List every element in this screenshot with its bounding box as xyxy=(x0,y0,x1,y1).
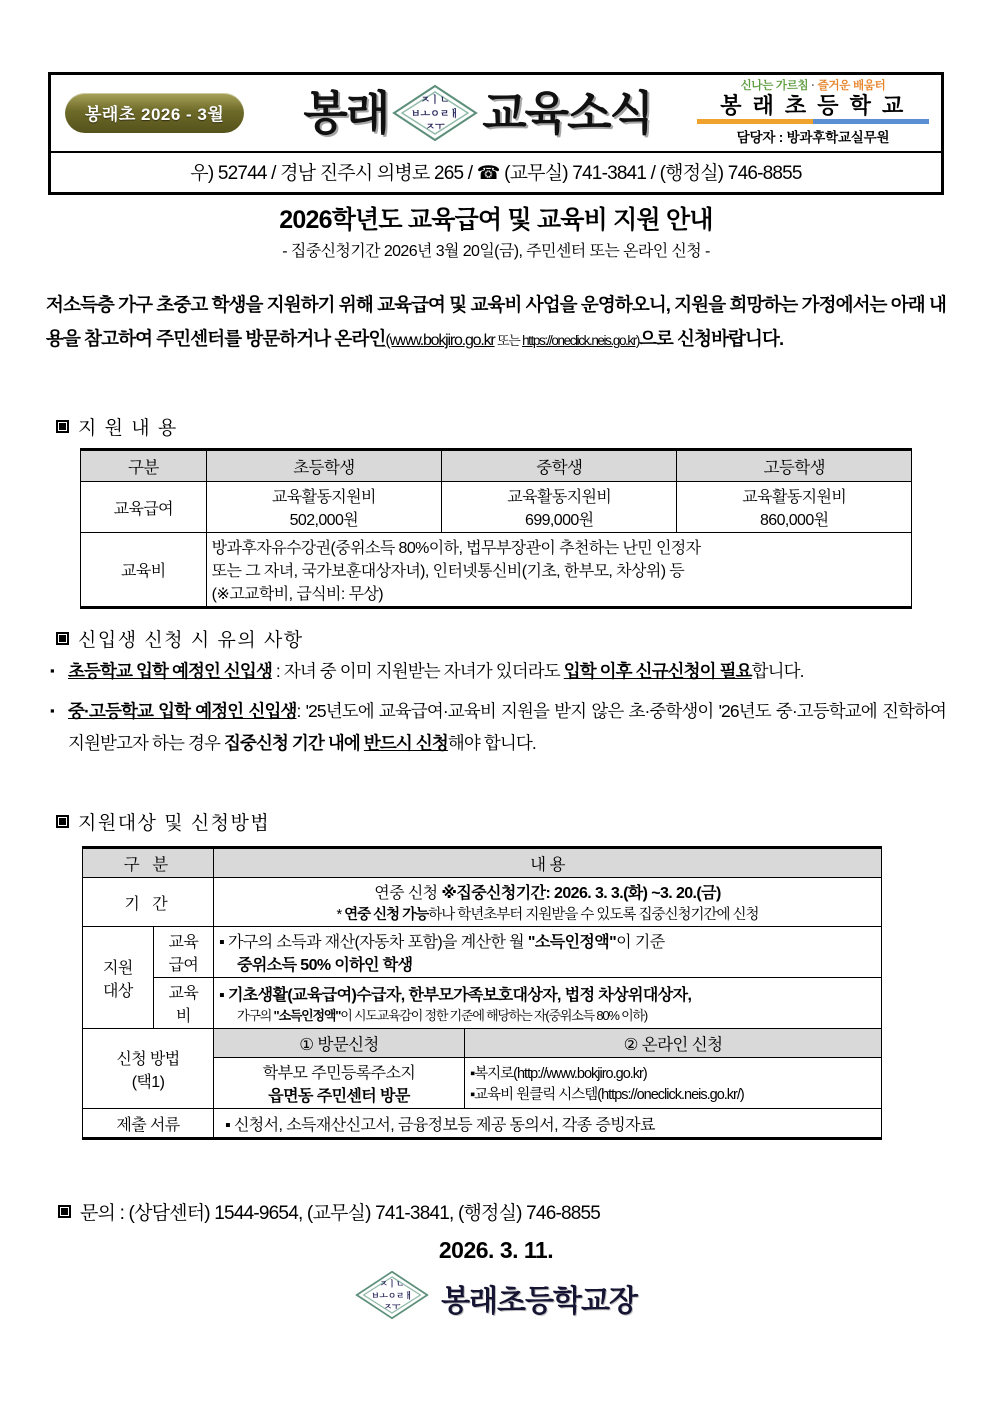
bullet-lead: 초등학교 입학 예정인 신입생 xyxy=(68,661,272,681)
bullet-marker-icon: ▪ xyxy=(50,703,54,718)
cell-required-documents xyxy=(214,1109,882,1139)
row-label-education-benefit: 교육급여 xyxy=(81,482,207,533)
slogan-green-part: 신나는 가르침 xyxy=(740,79,809,92)
title-word-bongrae: 봉래 xyxy=(303,87,389,139)
school-slogan xyxy=(697,80,929,93)
sub-label-line2: 비 xyxy=(175,1008,191,1025)
benefit-name: 교육활동지원비 xyxy=(507,489,612,506)
svg-text:ㅈㅜ: ㅈㅜ xyxy=(383,1302,401,1313)
section-heading-label: 신입생 신청 시 유의 사항 xyxy=(78,630,304,651)
col-header-high: 고등학생 xyxy=(677,450,912,482)
intro-text-part3: 으로 신청바랍니다. xyxy=(638,328,784,349)
section-heading-newcomer-notes xyxy=(56,625,304,652)
bullet-text-middle-high xyxy=(68,695,946,759)
sub-label-line1: 교육 xyxy=(168,985,199,1002)
target-label-line1: 지원 xyxy=(103,959,133,977)
svg-text:ㅈㅜ: ㅈㅜ xyxy=(425,122,445,133)
sub-label-line1: 교육 xyxy=(168,934,199,951)
fee-desc-line2: 또는 그 자녀, 국가보훈대상자녀), 인터넷통신비(기초, 한부모, 차상위) 등 xyxy=(211,563,685,580)
sub-label-line2: 급여 xyxy=(168,957,199,974)
table-row xyxy=(81,533,912,608)
oneclick-link[interactable]: https://oneclick.neis.go.kr) xyxy=(522,333,639,348)
signer-name: 봉래초등학교장 xyxy=(441,1284,637,1318)
target-fee-text: 기초생활(교육급여)수급자, 한부모가족보호대상자, 법정 차상위대상자, xyxy=(227,987,692,1004)
target-benefit-text-c: 이 기준 xyxy=(616,934,665,951)
documents-text: 신청서, 소득재산신고서, 금융정보등 제공 동의서, 각종 증빙자료 xyxy=(233,1116,655,1134)
sub-label-education-benefit xyxy=(153,927,213,978)
slogan-orange-part: 즐거운 배움터 xyxy=(817,79,886,92)
row-label-required-documents: 제출 서류 xyxy=(83,1109,214,1139)
intro-text-part2: 또는 xyxy=(494,333,523,348)
table-row-method-header xyxy=(83,1029,882,1058)
col-header-category: 구분 xyxy=(81,450,207,482)
period-line2 xyxy=(219,903,876,924)
school-emblem-icon xyxy=(355,1270,429,1325)
section-marker-icon xyxy=(56,815,69,828)
target-fee-text-c: 이 시도교육감이 정한 기준에 해당하는 자(중위소득 80% 이하) xyxy=(340,1008,648,1023)
bullet-emphasis: 입학 이후 신규신청이 필요 xyxy=(563,661,752,681)
section-marker-icon xyxy=(56,420,69,433)
school-identity-block xyxy=(697,80,935,147)
cell-high-benefit xyxy=(677,482,912,533)
period-line2-bold: 연중 신청 가능 xyxy=(344,907,429,923)
visit-line1: 학부모 주민등록주소지 xyxy=(262,1065,416,1082)
benefit-amount: 699,000원 xyxy=(525,512,594,529)
method-col-header-online: ② 온라인 신청 xyxy=(465,1029,882,1058)
visit-line2: 읍면동 주민센터 방문 xyxy=(268,1088,410,1105)
intro-text-part1: 저소득층 가구 초중고 학생을 지원하기 위해 교육급여 및 교육비 사업을 운영하오니, 지원을 희망하는 가정에서는 아래 내용을 참고하여 주민센터를 방문하거나 온라인 xyxy=(46,294,946,349)
fee-desc-line3: (※고교학비, 급식비: 무상) xyxy=(211,586,384,603)
row-label-target xyxy=(83,927,154,1029)
target-fee-text-b: "소득인정액" xyxy=(273,1008,341,1023)
cell-middle-benefit xyxy=(442,482,677,533)
cell-period-content xyxy=(214,878,882,927)
row-label-education-fee: 교육비 xyxy=(81,533,207,608)
newsletter-title xyxy=(244,84,697,142)
section-heading-label: 지 원 내 용 xyxy=(78,418,178,439)
table-row-target-benefit xyxy=(83,927,882,978)
table-row xyxy=(81,482,912,533)
section-marker-icon xyxy=(58,1205,71,1218)
cell-elementary-benefit xyxy=(206,482,441,533)
online-line2-oneclick[interactable]: ▪교육비 원클릭 시스템(https://oneclick.neis.go.kr/) xyxy=(470,1087,744,1103)
benefit-amount: 860,000원 xyxy=(759,512,829,529)
bullet-emphasis-bold: 집중신청 기간 내에 xyxy=(223,733,364,753)
fee-desc-line1: 방과후자유수강권(중위소득 80%이하, 법무부장관이 추천하는 난민 인정자 xyxy=(211,540,701,557)
documents-bullet-icon: ▪ xyxy=(225,1116,231,1134)
benefit-name: 교육활동지원비 xyxy=(742,489,847,506)
method-label-line1: 신청 방법 xyxy=(116,1050,180,1068)
target-bullet-icon: ▪ xyxy=(219,934,225,951)
slogan-separator: · xyxy=(808,79,818,92)
bullet-text-elementary xyxy=(68,655,946,687)
cell-education-fee-description xyxy=(206,533,911,608)
section-heading-target-and-method xyxy=(56,808,270,835)
target-label-line2: 대상 xyxy=(103,982,133,1000)
table-row-header xyxy=(81,450,912,482)
period-line1-bold: ※집중신청기간: 2026. 3. 3.(화) ~3. 20.(금) xyxy=(441,885,721,902)
bokjiro-link[interactable]: (www.bokjiro.go.kr xyxy=(385,332,495,349)
bullet-mid: : '25년도에 교육급여·교육비 지원을 받지 않은 초·중학생이 '26년도 중·고등학교에 진학하여 지원받고자 하는 경우 xyxy=(68,701,946,753)
school-name: 봉 래 초 등 학 교 xyxy=(720,93,906,119)
row-label-period: 기 간 xyxy=(83,878,214,927)
target-benefit-line2: 중위소득 50% 이하인 학생 xyxy=(237,957,413,974)
table-row-header xyxy=(83,848,882,878)
support-content-table xyxy=(80,448,912,609)
rule-left-orange xyxy=(697,119,813,124)
table-row-documents xyxy=(83,1109,882,1139)
cell-target-benefit-description xyxy=(214,927,882,978)
section-heading-label: 지원대상 및 신청방법 xyxy=(78,813,271,834)
application-table xyxy=(82,846,882,1140)
cell-visit-application xyxy=(214,1058,465,1109)
period-line2-rest: 하나 학년초부터 지원받을 수 있도록 집중신청기간에 신청 xyxy=(428,907,759,923)
benefit-name: 교육활동지원비 xyxy=(271,489,376,506)
target-benefit-text-b: "소득인정액" xyxy=(527,934,617,951)
section-heading-support-content xyxy=(56,413,178,440)
target-fee-line2 xyxy=(219,1005,876,1024)
svg-text:ㅈㅣㄴ: ㅈㅣㄴ xyxy=(379,1279,405,1290)
table-row-period xyxy=(83,878,882,927)
online-line1-bokjiro[interactable]: ▪복지로(http://www.bokjiro.go.kr) xyxy=(470,1066,647,1082)
inquiry-line xyxy=(58,1198,600,1225)
row-label-application-method xyxy=(83,1029,214,1109)
col-header-category: 구 분 xyxy=(83,848,214,878)
method-label-line2: (택1) xyxy=(131,1073,165,1091)
target-fee-text-a: 가구의 xyxy=(237,1008,274,1023)
svg-text:ㅈㅣㄴ: ㅈㅣㄴ xyxy=(420,95,450,106)
bullet-mid: : 자녀 중 이미 지원받는 자녀가 있더라도 xyxy=(271,661,564,681)
cell-online-application xyxy=(465,1058,882,1109)
col-header-middle: 중학생 xyxy=(442,450,677,482)
sub-label-education-fee xyxy=(153,978,213,1029)
masthead-top-row xyxy=(51,75,941,153)
period-line1-plain: 연중 신청 xyxy=(374,885,442,902)
method-col-header-visit: ① 방문신청 xyxy=(214,1029,465,1058)
bullet-marker-icon: ▪ xyxy=(50,663,54,678)
table-row-target-fee xyxy=(83,978,882,1029)
bullet-emphasis: 반드시 신청 xyxy=(363,733,448,753)
document-subtitle: - 집중신청기간 2026년 3월 20일(금), 주민센터 또는 온라인 신청 - xyxy=(282,243,710,260)
bullet-tail: 합니다. xyxy=(751,661,804,681)
svg-text:ㅂㅗㅇㄹㅐ: ㅂㅗㅇㄹㅐ xyxy=(411,109,460,120)
intro-paragraph xyxy=(46,288,946,358)
col-header-content: 내 용 xyxy=(214,848,882,878)
school-address-line: 우) 52744 / 경남 진주시 의병로 265 / ☎ (교무실) 741-3841 / (행정실) 746-8855 xyxy=(190,163,802,184)
target-benefit-line1 xyxy=(219,929,876,952)
signature-block xyxy=(0,1270,992,1325)
issue-badge: 봉래초 2026 - 3월 xyxy=(65,93,244,133)
document-title: 2026학년도 교육급여 및 교육비 지원 안내 xyxy=(279,206,713,234)
rule-right-blue xyxy=(813,119,929,124)
school-name-rule xyxy=(697,119,929,124)
title-word-news: 교육소식 xyxy=(482,87,652,139)
list-item xyxy=(46,655,946,687)
person-in-charge: 담당자 : 방과후학교실무원 xyxy=(736,130,890,146)
section-marker-icon xyxy=(56,632,69,645)
period-line1 xyxy=(219,880,876,903)
target-bullet-icon: ▪ xyxy=(219,987,225,1004)
cell-target-fee-description xyxy=(214,978,882,1029)
bullet-tail: 해야 합니다. xyxy=(447,733,536,753)
target-benefit-text-a: 가구의 소득과 재산(자동차 포함)을 계산한 월 xyxy=(227,934,528,951)
svg-text:ㅂㅗㅇㄹㅐ: ㅂㅗㅇㄹㅐ xyxy=(371,1291,413,1302)
issue-date: 2026. 3. 11. xyxy=(438,1237,554,1263)
bullet-lead: 중·고등학교 입학 예정인 신입생 xyxy=(68,701,297,721)
masthead xyxy=(48,72,944,195)
list-item xyxy=(46,695,946,759)
inquiry-text: 문의 : (상담센터) 1544-9654, (교무실) 741-3841, (행정실) 746-8855 xyxy=(80,1203,601,1224)
newcomer-notes-list xyxy=(46,655,946,767)
benefit-amount: 502,000원 xyxy=(289,512,359,529)
col-header-elementary: 초등학생 xyxy=(206,450,441,482)
target-fee-line1 xyxy=(219,982,876,1005)
school-emblem-icon xyxy=(392,84,478,142)
period-line2-star: * xyxy=(336,907,345,923)
